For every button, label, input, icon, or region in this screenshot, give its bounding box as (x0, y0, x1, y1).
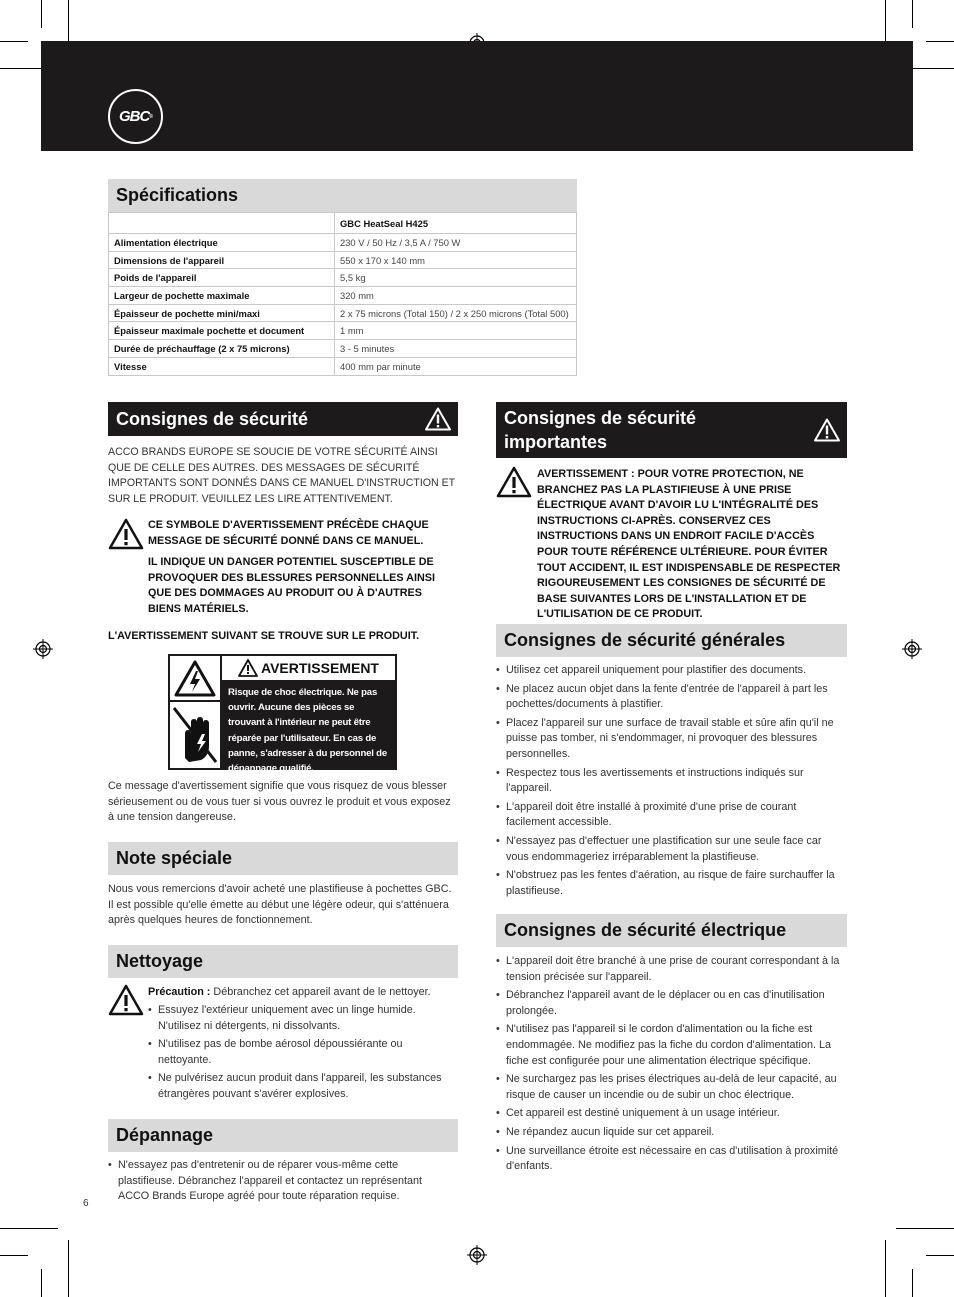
spec-label: Épaisseur de pochette mini/maxi (109, 304, 335, 322)
list-item: • Placez l'appareil sur une surface de travail stable et sûre afin qu'il ne puisse pas tomber, ni s'endommager, ni provoquer des blessures personnelles. (496, 716, 847, 763)
table-header-row (109, 213, 577, 234)
cleaning-title: Nettoyage (116, 951, 204, 971)
page-number: 6 (83, 1198, 89, 1209)
crop-mark (896, 1228, 954, 1229)
table-row (109, 269, 577, 287)
label-title-bar (222, 656, 395, 682)
list-item: • N'obstruez pas les fentes d'aération, au risque de faire surchauffer la plastifieuse. (496, 868, 847, 899)
list-item: • Ne surchargez pas les prises électriques au-delà de leur capacité, au risque de causer un incendie ou de subir un choc électrique. (496, 1072, 847, 1103)
list-item: • Ne répandez aucun liquide sur cet appareil. (496, 1125, 847, 1141)
list-item: • Cet appareil est destiné uniquement à un usage intérieur. (496, 1106, 847, 1122)
caution-text: Débranchez cet appareil avant de le nettoyer. (210, 986, 431, 998)
table-header-model: GBC HeatSeal H425 (335, 213, 577, 234)
special-note-heading (108, 842, 458, 875)
general-safety-list (496, 663, 847, 902)
electric-hazard-box (170, 656, 222, 702)
registered-mark: ® (149, 113, 153, 120)
electrical-safety-list (496, 954, 847, 1178)
registration-mark-icon (467, 1245, 487, 1265)
list-item: • N'essayez pas d'entretenir ou de réparer vous-même cette plastifieuse. Débranchez l'appareil et contactez un représentant ACCO Brands Europe agréé pour toute réparation requise. (108, 1158, 453, 1205)
table-row (109, 287, 577, 305)
list-item: • N'utilisez pas l'appareil si le cordon d'alimentation ou la fiche est endommagée. Ne modifiez pas la fiche du cordon d'alimentation. La fiche est configurée pour une alimentation électrique spécifique. (496, 1022, 847, 1069)
warning-triangle-icon (496, 466, 532, 498)
troubleshooting-list (108, 1158, 453, 1208)
special-note-text: Nous vous remercions d'avoir acheté une plastifieuse à pochettes GBC. Il est possible qu'elle émette au début une légère odeur, qui s'atténuera après quelques heures de fonctionnement. (108, 883, 452, 927)
header-band (41, 41, 913, 151)
important-safety-heading (496, 402, 847, 458)
electric-shock-triangle-icon (171, 657, 219, 699)
spec-value: 400 mm par minute (335, 357, 577, 375)
crop-mark (885, 1240, 886, 1297)
warning-triangle-icon (813, 418, 841, 443)
general-safety-title: Consignes de sécurité générales (504, 630, 786, 650)
crop-mark (41, 1269, 42, 1297)
product-warning-intro: L'AVERTISSEMENT SUIVANT SE TROUVE SUR LE PRODUIT. (108, 630, 420, 642)
spec-label: Épaisseur maximale pochette et document (109, 322, 335, 340)
important-safety-title-line2: importantes (504, 432, 608, 452)
table-row (109, 357, 577, 375)
spec-value: 230 V / 50 Hz / 3,5 A / 750 W (335, 234, 577, 252)
table-row (109, 340, 577, 358)
specifications-heading (108, 179, 577, 212)
spec-value: 3 - 5 minutes (335, 340, 577, 358)
warning-triangle-icon (108, 518, 144, 550)
symbol-note-1: CE SYMBOLE D'AVERTISSEMENT PRÉCÈDE CHAQUE MESSAGE DE SÉCURITÉ DONNÉ DANS CE MANUEL. (148, 519, 429, 547)
spec-value: 2 x 75 microns (Total 150) / 2 x 250 microns (Total 500) (335, 304, 577, 322)
important-safety-title-line1: Consignes de sécurité (504, 408, 697, 428)
warning-triangle-icon (424, 407, 452, 432)
cleaning-list (148, 1003, 453, 1106)
troubleshooting-heading (108, 1119, 458, 1152)
list-item: • Utilisez cet appareil uniquement pour plastifier des documents. (496, 663, 847, 679)
crop-mark (926, 1255, 954, 1256)
special-note-title: Note spéciale (116, 848, 233, 868)
warning-triangle-icon (238, 659, 258, 677)
list-item: • L'appareil doit être installé à proximité d'une prise de courant facilement accessible. (496, 800, 847, 831)
table-row (109, 234, 577, 252)
table-row (109, 322, 577, 340)
spec-label: Largeur de pochette maximale (109, 287, 335, 305)
spec-value: 320 mm (335, 287, 577, 305)
caution-label: Précaution : (148, 986, 211, 998)
logo-text: GBC (118, 108, 150, 125)
list-item: • Respectez tous les avertissements et instructions indiqués sur l'appareil. (496, 766, 847, 797)
registration-mark-icon (33, 639, 53, 659)
list-item: • Débranchez l'appareil avant de le déplacer ou en cas d'inutilisation prolongée. (496, 988, 847, 1019)
crop-mark (0, 41, 28, 42)
safety-intro: ACCO BRANDS EUROPE SE SOUCIE DE VOTRE SÉCURITÉ AINSI QUE DE CELLE DES AUTRES. DES MESSAGES DE SÉCURITÉ IMPORTANTS SONT DONNÉS DANS CE MANUEL D'INSTRUCTION ET SUR LE PRODUIT. VEUILLEZ LES LIRE ATTENTIVEMENT. (108, 446, 455, 505)
spec-label: Alimentation électrique (109, 234, 335, 252)
crop-mark (68, 1240, 69, 1297)
electrical-safety-title: Consignes de sécurité électrique (504, 920, 787, 940)
list-item: • Ne pulvérisez aucun produit dans l'appareil, les substances étrangères pouvant s'avérer explosives. (148, 1071, 453, 1102)
spec-label: Dimensions de l'appareil (109, 251, 335, 269)
cleaning-caution (148, 985, 458, 1001)
registration-mark-icon (902, 639, 922, 659)
hand-shock-icon (171, 704, 219, 766)
list-item: • Essuyez l'extérieur uniquement avec un linge humide. N'utilisez ni détergents, ni dissolvants. (148, 1003, 453, 1034)
specifications-table (108, 212, 577, 376)
hand-shock-box (170, 702, 222, 768)
cleaning-heading (108, 945, 458, 978)
spec-label: Poids de l'appareil (109, 269, 335, 287)
crop-mark (0, 1255, 28, 1256)
list-item: • N'essayez pas d'effectuer une plastification sur une seule face car vous endommageriez irréparablement la plastifieuse. (496, 834, 847, 865)
table-row (109, 251, 577, 269)
label-text: Risque de choc électrique. Ne pas ouvrir. Aucune des pièces se trouvant à l'intérieur ne peut être réparée par l'utilisateur. En cas de panne, s'adresser à du personnel de dépannage qualifié. (222, 682, 395, 768)
crop-mark (0, 1228, 58, 1229)
table-row (109, 304, 577, 322)
important-safety-warning: AVERTISSEMENT : POUR VOTRE PROTECTION, NE BRANCHEZ PAS LA PLASTIFIEUSE À UNE PRISE ÉLECTRIQUE AVANT D'AVOIR LU L'INTÉGRALITÉ DES INSTRUCTIONS CI-APRÈS. CONSERVEZ CES INSTRUCTIONS DANS UN ENDROIT FACILE D'ACCÈS POUR TOUTE RÉFÉRENCE ULTÉRIEURE. POUR ÉVITER TOUT ACCIDENT, IL EST INDISPENSABLE DE RESPECTER RIGOUREUSEMENT LES CONSIGNES DE SÉCURITÉ DE BASE SUIVANTES LORS DE L'INSTALLATION ET DE L'UTILISATION DE CE PRODUIT. (537, 468, 841, 621)
list-item: • L'appareil doit être branché à une prise de courant correspondant à la tension précisée sur l'appareil. (496, 954, 847, 985)
troubleshooting-title: Dépannage (116, 1125, 214, 1145)
spec-value: 550 x 170 x 140 mm (335, 251, 577, 269)
list-item: • N'utilisez pas de bombe aérosol dépoussiérante ou nettoyante. (148, 1037, 453, 1068)
crop-mark (41, 0, 42, 28)
table-header-empty (109, 213, 335, 234)
spec-label: Durée de préchauffage (2 x 75 microns) (109, 340, 335, 358)
label-title: AVERTISSEMENT (261, 660, 379, 676)
safety-title: Consignes de sécurité (116, 408, 309, 429)
symbol-note-2: IL INDIQUE UN DANGER POTENTIEL SUSCEPTIBLE DE PROVOQUER DES BLESSURES PERSONNELLES AINSI QUE DES DOMMAGES AU PRODUIT OU À D'AUTRES BIENS MATÉRIELS. (148, 556, 435, 615)
crop-mark (926, 41, 954, 42)
spec-label: Vitesse (109, 357, 335, 375)
safety-heading (108, 402, 458, 436)
electrical-safety-heading (496, 914, 847, 947)
list-item: • Une surveillance étroite est nécessaire en cas d'utilisation à proximité d'enfants. (496, 1144, 847, 1175)
warning-triangle-icon (108, 984, 144, 1016)
crop-mark (912, 0, 913, 28)
product-warning-label (168, 654, 397, 775)
list-item: • Ne placez aucun objet dans la fente d'entrée de l'appareil à part les pochettes/documents à plastifier. (496, 682, 847, 713)
spec-value: 5,5 kg (335, 269, 577, 287)
specifications-title: Spécifications (116, 185, 239, 205)
warning-meaning: Ce message d'avertissement signifie que vous risquez de vous blesser sérieusement ou de vous tuer si vous ouvrez le produit et vous exposez à une tension dangereuse. (108, 780, 451, 824)
gbc-logo (108, 89, 163, 144)
spec-value: 1 mm (335, 322, 577, 340)
general-safety-heading (496, 624, 847, 657)
crop-mark (912, 1269, 913, 1297)
